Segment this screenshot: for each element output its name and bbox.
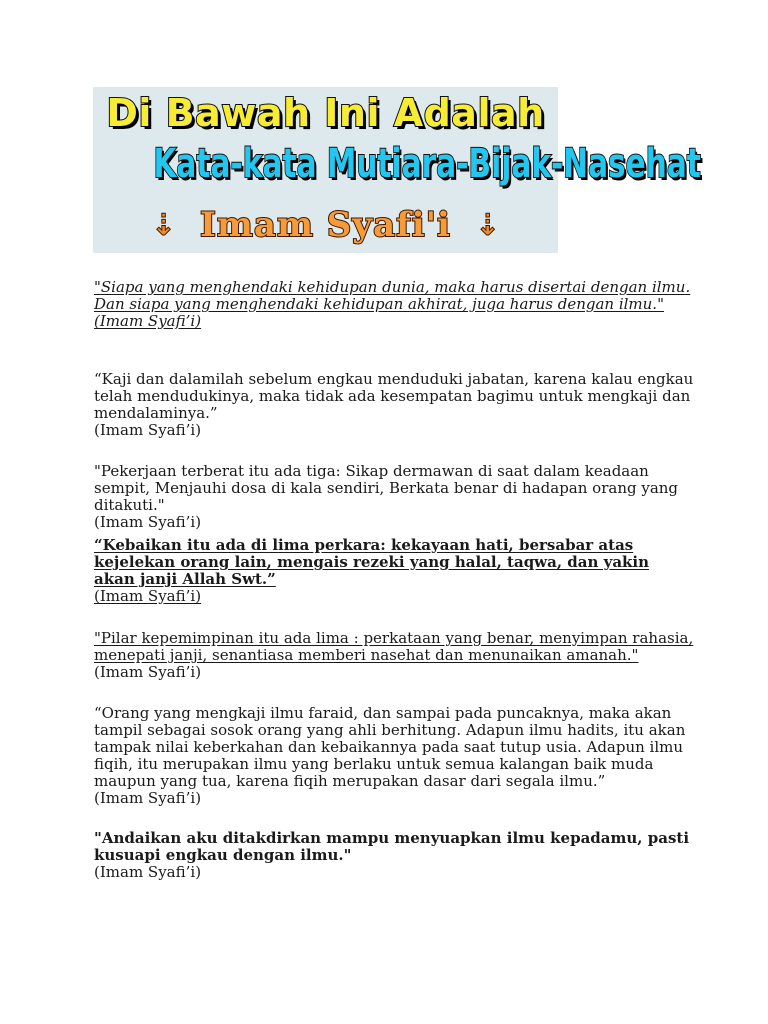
quote-author: (Imam Syafi’i) <box>94 663 202 681</box>
quote-block <box>94 279 694 330</box>
quote-block <box>94 830 694 881</box>
quote-text: "Andaikan aku ditakdirkan mampu menyuapkan ilmu kepadamu, pasti kusuapi engkau dengan ilmu." <box>94 829 690 864</box>
quote-block <box>94 705 694 807</box>
down-arrow-icon: ⇣ <box>150 207 177 243</box>
banner-author-row <box>93 203 558 247</box>
quote-block <box>94 630 694 681</box>
quote-author: (Imam Syafi’i) <box>94 863 202 881</box>
quote-author: (Imam Syafi’i) <box>94 312 202 330</box>
quote-block <box>94 537 694 605</box>
quote-block <box>94 371 694 439</box>
quote-text: “Kaji dan dalamilah sebelum engkau menduduki jabatan, karena kalau engkau telah mendudukinya, maka tidak ada kesempatan bagimu untuk mengkaji dan mendalaminya.” <box>94 370 694 422</box>
quote-author: (Imam Syafi’i) <box>94 513 202 531</box>
quote-text: “Orang yang mengkaji ilmu faraid, dan sampai pada puncaknya, maka akan tampil sebagai sosok orang yang ahli berhitung. Adapun ilmu hadits, itu akan tampak nilai keberkahan dan kebaikannya pada saat tutup usia. Adapun ilmu fiqih, itu merupakan ilmu yang berlaku untuk semua kalangan baik muda maupun yang tua, karena fiqih merupakan dasar dari segala ilmu.” <box>94 704 686 790</box>
down-arrow-icon: ⇣ <box>474 207 501 243</box>
quote-text: "Pilar kepemimpinan itu ada lima : perkataan yang benar, menyimpan rahasia, menepati janji, senantiasa memberi nasehat dan menunaikan amanah." <box>94 629 694 664</box>
quote-author: (Imam Syafi’i) <box>94 587 202 605</box>
quote-text: “Kebaikan itu ada di lima perkara: kekayaan hati, bersabar atas kejelekan orang lain, mengais rezeki yang halal, taqwa, dan yakin akan janji Allah Swt.” <box>94 536 650 588</box>
quote-block <box>94 463 694 531</box>
quote-author: (Imam Syafi’i) <box>94 789 202 807</box>
banner-author: Imam Syafi'i <box>200 205 451 245</box>
banner-subheading: Kata-kata Mutiara-Bijak-Nasehat <box>153 141 701 187</box>
quote-text: "Pekerjaan terberat itu ada tiga: Sikap dermawan di saat dalam keadaan sempit, Menjauhi dosa di kala sendiri, Berkata benar di hadapan orang yang ditakuti." <box>94 462 679 514</box>
title-banner <box>93 87 701 253</box>
quote-author: (Imam Syafi’i) <box>94 421 202 439</box>
quote-text: "Siapa yang menghendaki kehidupan dunia, maka harus disertai dengan ilmu. Dan siapa yang menghendaki kehidupan akhirat, juga harus dengan ilmu." <box>94 278 691 313</box>
banner-heading: Di Bawah Ini Adalah <box>106 91 545 135</box>
